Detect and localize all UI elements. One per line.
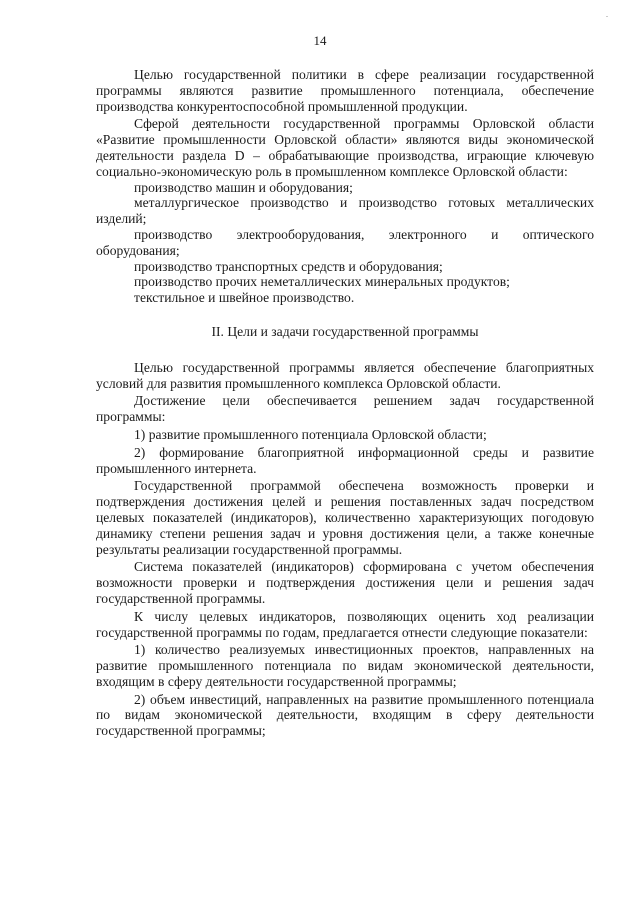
- industry-item: производство транспортных средств и оборудования;: [134, 258, 443, 274]
- industry-item: производство машин и оборудования;: [134, 179, 353, 195]
- program-goal-paragraph: Целью государственной программы является обеспечение благоприятных условий для развития промышленного комплекса Орловской области.: [96, 359, 594, 391]
- program-scope-paragraph: Сферой деятельности государственной программы Орловской области «Развитие промышленности Орловской области» являются виды экономической деятельности раздела D – обрабатывающие производства, играющие ключевую социально-экономическую роль в промышленном комплексе Орловской области:: [96, 116, 594, 179]
- indicator-item: 1) количество реализуемых инвестиционных проектов, направленных на развитие промышленного потенциала по видам экономической деятельности, входящим в сферу деятельности государственной программы;: [96, 642, 594, 689]
- industry-item: производство электрооборудования, электронного и оптического оборудования;: [96, 226, 594, 258]
- indicator-item: 2) объем инвестиций, направленных на развитие промышленного потенциала по видам экономической деятельности, входящим в сферу деятельности государственной программы;: [96, 691, 594, 739]
- policy-goal-paragraph: Целью государственной политики в сфере реализации государственной программы являются развитие промышленного потенциала, обеспечение производства конкурентоспособной промышленной продукции.: [96, 67, 594, 114]
- page-number: 14: [313, 33, 327, 48]
- task-item: 2) формирование благоприятной информационной среды и развитие промышленного интернета.: [96, 444, 594, 476]
- indicators-system-paragraph: Система показателей (индикаторов) сформирована с учетом обеспечения возможности проверки и подтверждения достижения цели и решения задач государственной программы.: [96, 559, 594, 606]
- section-heading: II. Цели и задачи государственной программы: [211, 323, 479, 339]
- task-item: 1) развитие промышленного потенциала Орловской области;: [134, 426, 487, 442]
- corner-mark: .: [606, 10, 608, 19]
- industry-item: производство прочих неметаллических минеральных продуктов;: [134, 274, 510, 290]
- verification-paragraph: Государственной программой обеспечена возможность проверки и подтверждения достижения целей и решения поставленных задач посредством целевых показателей (индикаторов), количественно характеризующих погодовую динамику степени решения задач и уровня достижения цели, а также конечные результаты реализации государственной программы.: [96, 478, 594, 557]
- industry-item: металлургическое производство и производство готовых металлических изделий;: [96, 195, 594, 227]
- document-body: [96, 67, 594, 739]
- tasks-intro-paragraph: Достижение цели обеспечивается решением задач государственной программы:: [96, 393, 594, 425]
- indicators-intro-paragraph: К числу целевых индикаторов, позволяющих оценить ход реализации государственной программы по годам, предлагается отнести следующие показатели:: [96, 608, 594, 640]
- industry-item: текстильное и швейное производство.: [134, 290, 355, 306]
